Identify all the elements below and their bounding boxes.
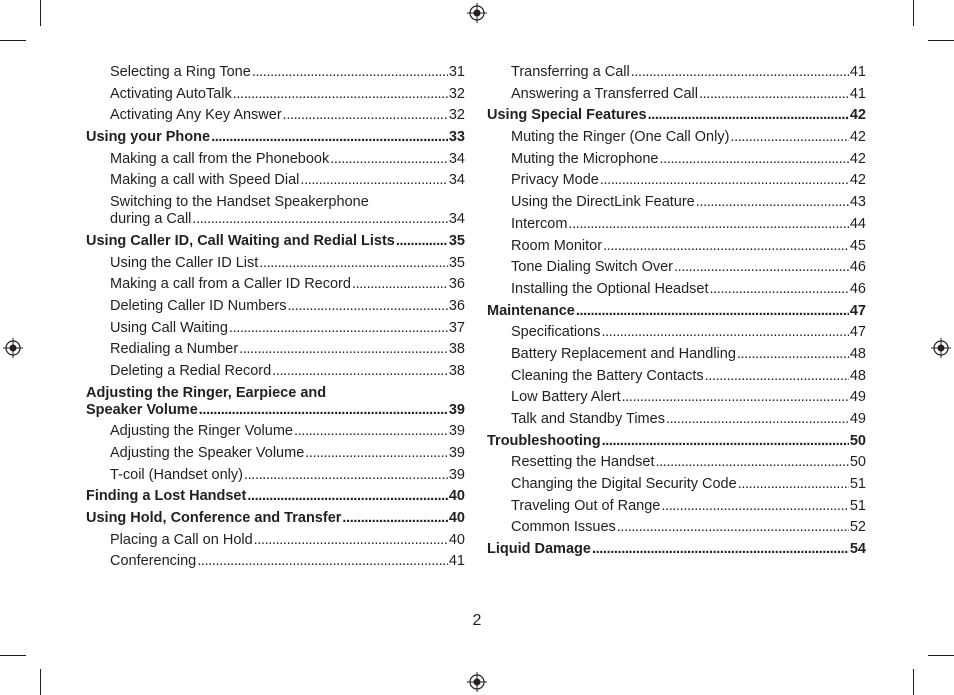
toc-entry-page: 41 (448, 553, 465, 570)
toc-entry-page: 41 (849, 64, 866, 80)
toc-entry-page: 32 (448, 107, 465, 124)
dot-leader (330, 151, 448, 168)
toc-subentry[interactable] (487, 194, 866, 211)
crop-mark (40, 0, 41, 26)
toc-entry-page: 36 (448, 276, 465, 293)
toc-entry-page: 47 (849, 302, 866, 319)
toc-entry-title: Redialing a Number (110, 341, 239, 358)
dot-leader (730, 129, 848, 146)
toc-subentry[interactable] (487, 389, 866, 406)
dot-leader (631, 64, 849, 81)
toc-subentry[interactable] (86, 467, 465, 484)
toc-entry-title: Resetting the Handset (511, 454, 655, 471)
dot-leader (648, 107, 849, 124)
dot-leader (192, 211, 447, 228)
toc-subentry[interactable]: Switching to the Handset Speakerphone during a Call . . . 34 (86, 194, 465, 228)
crop-mark (0, 40, 26, 41)
toc-entry-page: 40 (448, 510, 465, 527)
dot-leader (674, 259, 849, 276)
toc-subentry[interactable] (86, 553, 465, 570)
toc-entry-page: 37 (448, 319, 465, 336)
toc-subentry[interactable] (86, 276, 465, 293)
toc-subentry[interactable] (487, 411, 866, 428)
toc-subentry[interactable] (487, 498, 866, 515)
toc-entry-title: Making a call from the Phonebook (110, 150, 330, 167)
dot-leader (660, 151, 849, 168)
toc-subentry[interactable] (487, 216, 866, 233)
toc-entry-title: Changing the Digital Security Code (511, 476, 737, 493)
toc-subentry[interactable] (487, 368, 866, 385)
toc-entry-title: Liquid Damage (487, 541, 591, 558)
dot-leader (239, 341, 448, 358)
toc-entry-title: Using Special Features (487, 107, 647, 124)
toc-subentry[interactable] (86, 298, 465, 315)
toc-entry-title: Activating AutoTalk (110, 85, 232, 102)
toc-entry-page: 33 (448, 129, 465, 146)
toc-subentry[interactable] (487, 238, 866, 255)
toc-entry-page: 48 (849, 345, 866, 362)
toc-entry-title: Using Hold, Conference and Transfer (86, 510, 342, 527)
dot-leader (211, 129, 448, 146)
toc-entry-title: Finding a Lost Handset (86, 488, 247, 505)
toc-entry-title: Traveling Out of Range (511, 497, 661, 514)
toc-entry-page: 49 (849, 411, 866, 427)
toc-entry-title: Answering a Transferred Call (511, 85, 698, 102)
toc-entry-page: 45 (849, 237, 866, 254)
dot-leader (396, 233, 448, 250)
dot-leader (197, 553, 448, 570)
toc-entry-page: 47 (849, 324, 866, 341)
dot-leader (283, 107, 448, 124)
toc-entry-page: 38 (448, 362, 465, 379)
toc-entry-page: 44 (849, 215, 866, 232)
toc-subentry[interactable] (487, 64, 866, 81)
toc-subentry[interactable] (487, 281, 866, 298)
dot-leader (259, 255, 448, 272)
dot-leader (199, 402, 448, 419)
toc-entry-page: 51 (849, 476, 866, 493)
toc-entry-page: 35 (448, 232, 465, 249)
toc-entry-title: Installing the Optional Headset (511, 280, 709, 297)
toc-entry-page: 48 (849, 367, 866, 384)
crop-mark (913, 0, 914, 26)
toc-section-entry[interactable] (86, 233, 465, 250)
toc-entry-title: Adjusting the Speaker Volume (110, 445, 305, 461)
toc-entry-page: 42 (849, 172, 866, 189)
toc-subentry[interactable] (487, 129, 866, 146)
toc-entry-page: 46 (849, 259, 866, 276)
dot-leader (233, 86, 448, 103)
dot-leader (300, 172, 447, 189)
toc-entry-title: Conferencing (110, 553, 197, 570)
toc-entry-page: 50 (849, 454, 866, 471)
toc-subentry[interactable] (86, 532, 465, 549)
toc-entry-title: Deleting Caller ID Numbers (110, 297, 287, 314)
toc-entry-title: Privacy Mode (511, 172, 599, 189)
crop-mark (928, 655, 954, 656)
toc-entry-page: 42 (849, 107, 866, 124)
dot-leader (294, 423, 448, 440)
toc-subentry[interactable] (86, 423, 465, 440)
dot-leader (252, 64, 448, 81)
toc-entry-page: 38 (448, 341, 465, 358)
toc-entry-title: Using Call Waiting (110, 319, 228, 336)
toc-entry-page: 41 (849, 85, 866, 102)
toc-subentry[interactable] (86, 320, 465, 337)
crop-mark (928, 40, 954, 41)
toc-entry-title: Muting the Microphone (511, 150, 659, 167)
toc-entry-title: Low Battery Alert (511, 389, 621, 406)
toc-entry-page: 39 (448, 466, 465, 483)
toc-entry-page: 35 (448, 254, 465, 271)
toc-subentry[interactable] (487, 324, 866, 341)
toc-subentry[interactable] (487, 476, 866, 493)
toc-entry-page: 42 (849, 129, 866, 146)
toc-entry-title: Battery Replacement and Handling (511, 345, 736, 362)
toc-entry-page: 43 (849, 194, 866, 211)
toc-section-entry[interactable] (487, 433, 866, 450)
registration-mark-icon (931, 338, 951, 358)
toc-subentry[interactable] (86, 64, 465, 81)
toc-subentry[interactable] (487, 346, 866, 363)
toc-entry-title: Specifications (511, 324, 601, 341)
dot-leader (602, 433, 849, 450)
toc-entry-title: Using the DirectLink Feature (511, 194, 695, 211)
toc-section-entry[interactable] (487, 303, 866, 320)
toc-entry-page: 34 (448, 172, 465, 189)
toc-entry-page: 52 (849, 519, 866, 536)
toc-entry-page: 54 (849, 541, 866, 558)
toc-entry-title: Talk and Standby Times (511, 411, 665, 427)
toc-subentry[interactable] (86, 86, 465, 103)
toc-entry-title: Using Caller ID, Call Waiting and Redial Lists (86, 232, 395, 249)
dot-leader (666, 411, 849, 428)
registration-mark-icon (3, 338, 23, 358)
crop-mark (40, 669, 41, 695)
toc-subentry[interactable] (487, 151, 866, 168)
toc-entry-title: Deleting a Redial Record (110, 362, 272, 379)
dot-leader (229, 320, 448, 337)
dot-leader (601, 324, 848, 341)
dot-leader (655, 454, 848, 471)
dot-leader (603, 238, 849, 255)
crop-mark (913, 669, 914, 695)
toc-entry-title: Selecting a Ring Tone (110, 64, 251, 80)
dot-leader (738, 476, 849, 493)
toc-entry-title: Transferring a Call (511, 64, 630, 80)
toc-entry-title: Room Monitor (511, 237, 603, 254)
page-number: 2 (472, 612, 482, 629)
toc-subentry[interactable] (86, 341, 465, 358)
toc-entry-title: Adjusting the Ringer Volume (110, 423, 293, 440)
dot-leader (305, 445, 448, 462)
dot-leader (705, 368, 849, 385)
toc-entry-title: Using the Caller ID List (110, 254, 259, 271)
dot-leader (696, 194, 849, 211)
toc-entry-title: Using your Phone (86, 129, 211, 146)
toc-entry-page: 39 (448, 401, 465, 418)
toc-subentry[interactable] (86, 172, 465, 189)
toc-section-entry[interactable] (86, 488, 465, 505)
toc-section-entry[interactable] (487, 541, 866, 558)
toc-entry-title: T-coil (Handset only) (110, 466, 243, 483)
dot-leader (699, 86, 849, 103)
toc-entry-page: 40 (448, 531, 465, 548)
registration-mark-icon (467, 672, 487, 692)
toc-entry-page: 42 (849, 150, 866, 167)
registration-mark-icon (467, 3, 487, 23)
toc-section-entry[interactable] (86, 129, 465, 146)
crop-mark (0, 655, 26, 656)
toc-subentry[interactable] (86, 445, 465, 462)
toc-section-entry[interactable] (487, 107, 866, 124)
dot-leader (710, 281, 849, 298)
toc-entry-page: 40 (448, 488, 465, 505)
toc-entry-page: 39 (448, 445, 465, 461)
dot-leader (272, 363, 448, 380)
toc-right-column (487, 64, 866, 563)
toc-subentry[interactable] (487, 86, 866, 103)
dot-leader (352, 276, 448, 293)
toc-entry-title: Troubleshooting (487, 432, 601, 449)
dot-leader (617, 519, 849, 536)
toc-subentry[interactable] (487, 172, 866, 189)
toc-subentry[interactable] (86, 107, 465, 124)
toc-entry-page: 34 (448, 211, 465, 228)
toc-subentry[interactable] (86, 151, 465, 168)
toc-left-column (86, 64, 465, 575)
toc-section-entry[interactable]: Adjusting the Ringer, Earpiece and Speaker Volume . . . 39 (86, 385, 465, 419)
dot-leader (287, 298, 447, 315)
toc-entry-page: 34 (448, 150, 465, 167)
toc-entry-page: 31 (448, 64, 465, 80)
toc-entry-title: Making a call with Speed Dial (110, 172, 300, 189)
dot-leader (576, 303, 849, 320)
toc-entry-title: Intercom (511, 215, 568, 232)
toc-entry-page: 51 (849, 497, 866, 514)
toc-entry-title: Common Issues (511, 519, 616, 536)
toc-subentry[interactable] (86, 255, 465, 272)
toc-entry-title: Making a call from a Caller ID Record (110, 276, 351, 293)
toc-section-entry[interactable] (86, 510, 465, 527)
dot-leader (592, 541, 849, 558)
toc-entry-title: Activating Any Key Answer (110, 107, 282, 124)
toc-entry-title: Muting the Ringer (One Call Only) (511, 129, 730, 146)
toc-entry-page: 36 (448, 297, 465, 314)
toc-entry-title: Cleaning the Battery Contacts (511, 367, 704, 384)
toc-subentry[interactable] (86, 363, 465, 380)
dot-leader (247, 488, 448, 505)
dot-leader (568, 216, 848, 233)
dot-leader (622, 389, 849, 406)
dot-leader (737, 346, 849, 363)
toc-entry-page: 32 (448, 85, 465, 102)
dot-leader (661, 498, 848, 515)
toc-entry-page: 39 (448, 423, 465, 440)
toc-entry-page: 46 (849, 280, 866, 297)
toc-entry-page: 50 (849, 432, 866, 449)
toc-entry-title: Maintenance (487, 302, 575, 319)
toc-entry-title: Tone Dialing Switch Over (511, 259, 673, 276)
toc-subentry[interactable] (487, 519, 866, 536)
dot-leader (342, 510, 447, 527)
dot-leader (244, 467, 448, 484)
toc-entry-title: Placing a Call on Hold (110, 531, 253, 548)
toc-subentry[interactable] (487, 454, 866, 471)
dot-leader (254, 532, 448, 549)
toc-subentry[interactable] (487, 259, 866, 276)
dot-leader (600, 172, 849, 189)
toc-entry-page: 49 (849, 389, 866, 406)
